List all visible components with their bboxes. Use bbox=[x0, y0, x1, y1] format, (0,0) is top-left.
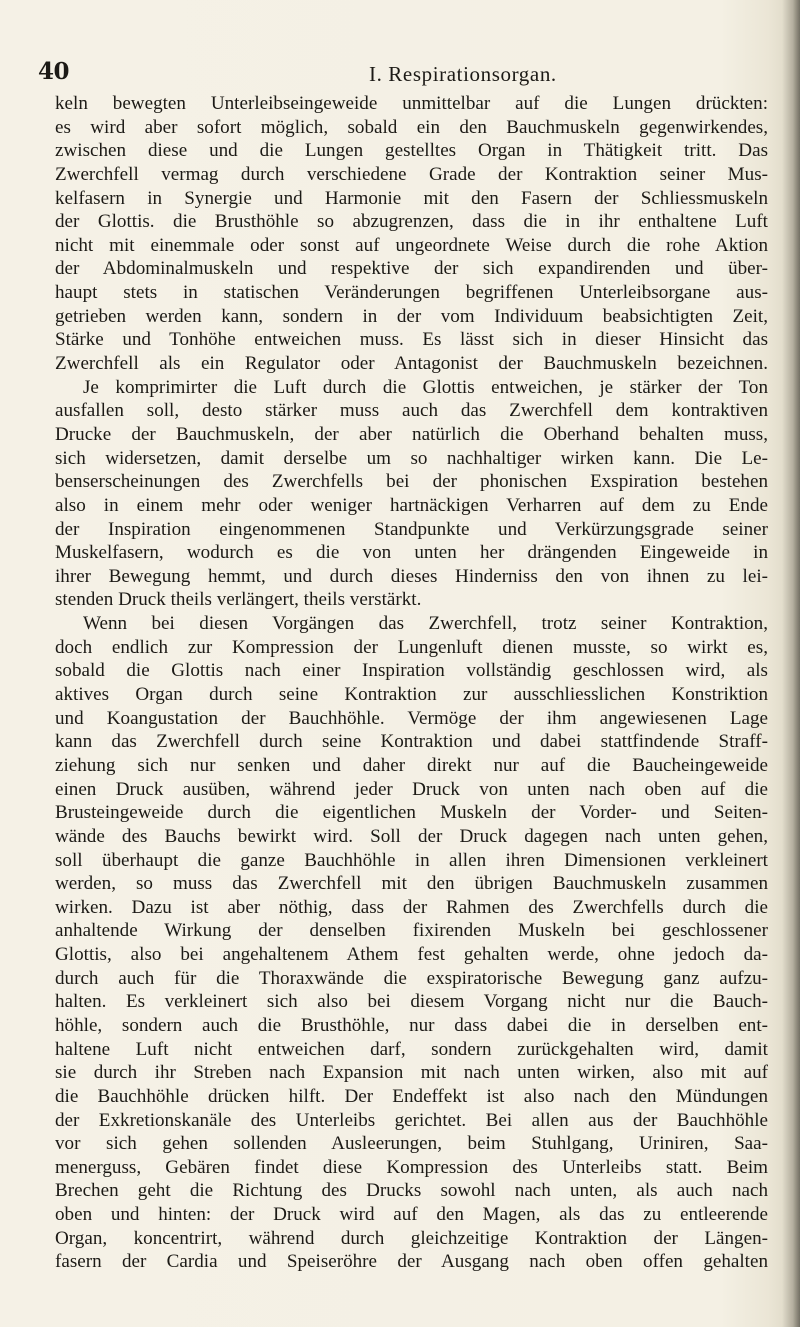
text-line: doch endlich zur Kompression der Lungenluft dienen musste, so wirkt es, bbox=[55, 636, 768, 658]
text-line: Brusteingeweide durch die eigentlichen Muskeln der Vorder- und Seiten- bbox=[55, 802, 768, 824]
text-line: durch auch für die Thoraxwände die exspiratorische Bewegung ganz aufzu- bbox=[55, 967, 768, 989]
text-line: wirken. Dazu ist aber nöthig, dass der Rahmen des Zwerchfells durch die bbox=[55, 896, 768, 918]
text-line: und Koangustation der Bauchhöhle. Vermöge der ihm angewiesenen Lage bbox=[55, 707, 768, 729]
text-line: sobald die Glottis nach einer Inspiration vollständig geschlossen wird, als bbox=[55, 660, 768, 682]
text-line: stenden Druck theils verlängert, theils verstärkt. bbox=[55, 589, 422, 611]
text-line: Wenn bei diesen Vorgängen das Zwerchfell, trotz seiner Kontraktion, bbox=[83, 613, 768, 635]
running-head: I. Respirationsorgan. bbox=[369, 62, 557, 86]
text-line: wände des Bauchs bewirkt wird. Soll der Druck dagegen nach unten gehen, bbox=[55, 825, 768, 847]
text-line: Brechen geht die Richtung des Drucks sowohl nach unten, als auch nach bbox=[55, 1180, 768, 1202]
text-line: soll überhaupt die ganze Bauchhöhle in allen ihren Dimensionen verkleinert bbox=[55, 849, 768, 871]
text-line: fasern der Cardia und Speiseröhre der Ausgang nach oben offen gehalten bbox=[55, 1251, 768, 1273]
text-line: Muskelfasern, wodurch es die von unten her drängenden Eingeweide in bbox=[55, 542, 768, 564]
text-line: es wird aber sofort möglich, sobald ein den Bauchmuskeln gegenwirkendes, bbox=[55, 116, 768, 138]
text-line: benserscheinungen des Zwerchfells bei der phonischen Exspiration bestehen bbox=[55, 471, 768, 493]
text-line: oben und hinten: der Druck wird auf den Magen, als das zu entleerende bbox=[55, 1204, 768, 1226]
text-line: Zwerchfell vermag durch verschiedene Grade der Kontraktion seiner Mus- bbox=[55, 163, 768, 185]
text-line: Organ, koncentrirt, während durch gleichzeitige Kontraktion der Längen- bbox=[55, 1227, 768, 1249]
text-line: der Abdominalmuskeln und respektive der sich expandirenden und über- bbox=[55, 258, 768, 280]
text-line: vor sich gehen sollenden Ausleerungen, beim Stuhlgang, Uriniren, Saa- bbox=[55, 1133, 768, 1155]
text-line: Glottis, also bei angehaltenem Athem fest gehalten werde, ohne jedoch da- bbox=[55, 944, 768, 966]
page-number: 40 bbox=[38, 58, 70, 85]
page-header bbox=[38, 58, 738, 92]
text-line: aktives Organ durch seine Kontraktion zur ausschliesslichen Konstriktion bbox=[55, 684, 768, 706]
text-line: anhaltende Wirkung der denselben fixirenden Muskeln bei geschlossener bbox=[55, 920, 768, 942]
text-line: einen Druck ausüben, während jeder Druck von unten nach oben auf die bbox=[55, 778, 768, 800]
text-line: kelfasern in Synergie und Harmonie mit den Fasern der Schliessmuskeln bbox=[55, 187, 768, 209]
text-line: Je komprimirter die Luft durch die Glottis entweichen, je stärker der Ton bbox=[83, 376, 768, 398]
text-line: zwischen diese und die Lungen gestelltes Organ in Thätigkeit tritt. Das bbox=[55, 140, 768, 162]
text-line: also in einem mehr oder weniger hartnäckigen Verharren auf dem zu Ende bbox=[55, 494, 768, 516]
text-line: menerguss, Gebären findet diese Kompression des Unterleibs statt. Beim bbox=[55, 1156, 768, 1178]
text-line: haupt stets in statischen Veränderungen begriffenen Unterleibsorgane aus- bbox=[55, 282, 768, 304]
text-line: Drucke der Bauchmuskeln, der aber natürlich die Oberhand behalten muss, bbox=[55, 423, 768, 445]
text-line: nicht mit einemmale oder sonst auf ungeordnete Weise durch die rohe Aktion bbox=[55, 234, 768, 256]
text-line: der Inspiration eingenommenen Standpunkte und Verkürzungsgrade seiner bbox=[55, 518, 768, 540]
text-line: sie durch ihr Streben nach Expansion mit nach unten wirken, also mit auf bbox=[55, 1062, 768, 1084]
text-line: werden, so muss das Zwerchfell mit den übrigen Bauchmuskeln zusammen bbox=[55, 873, 768, 895]
text-line: kann das Zwerchfell durch seine Kontraktion und dabei stattfindende Straff- bbox=[55, 731, 768, 753]
text-line: sich widersetzen, damit derselbe um so nachhaltiger wirken kann. Die Le- bbox=[55, 447, 768, 469]
text-line: der Exkretionskanäle des Unterleibs gerichtet. Bei allen aus der Bauchhöhle bbox=[55, 1109, 768, 1131]
text-line: der Glottis. die Brusthöhle so abzugrenzen, dass die in ihr enthaltene Luft bbox=[55, 211, 768, 233]
body-text bbox=[55, 92, 768, 1274]
text-line: Stärke und Tonhöhe entweichen muss. Es lässt sich in dieser Hinsicht das bbox=[55, 329, 768, 351]
text-line: höhle, sondern auch die Brusthöhle, nur dass dabei die in derselben ent- bbox=[55, 1014, 768, 1036]
text-line: ziehung sich nur senken und daher direkt nur auf die Baucheingeweide bbox=[55, 754, 768, 776]
text-line: die Bauchhöhle drücken hilft. Der Endeffekt ist also nach den Mündungen bbox=[55, 1085, 768, 1107]
text-line: ihrer Bewegung hemmt, und durch dieses Hinderniss den von ihnen zu lei- bbox=[55, 565, 768, 587]
page-edge-shadow bbox=[782, 0, 800, 1327]
text-line: keln bewegten Unterleibseingeweide unmittelbar auf die Lungen drückten: bbox=[55, 93, 768, 114]
text-line: Zwerchfell als ein Regulator oder Antagonist der Bauchmuskeln bezeichnen. bbox=[55, 353, 768, 375]
text-line: haltene Luft nicht entweichen darf, sondern zurückgehalten wird, damit bbox=[55, 1038, 768, 1060]
text-line: ausfallen soll, desto stärker muss auch das Zwerchfell dem kontraktiven bbox=[55, 400, 768, 422]
text-line: getrieben werden kann, sondern in der vom Individuum beabsichtigten Zeit, bbox=[55, 305, 768, 327]
text-line: halten. Es verkleinert sich also bei diesem Vorgang nicht nur die Bauch- bbox=[55, 991, 768, 1013]
